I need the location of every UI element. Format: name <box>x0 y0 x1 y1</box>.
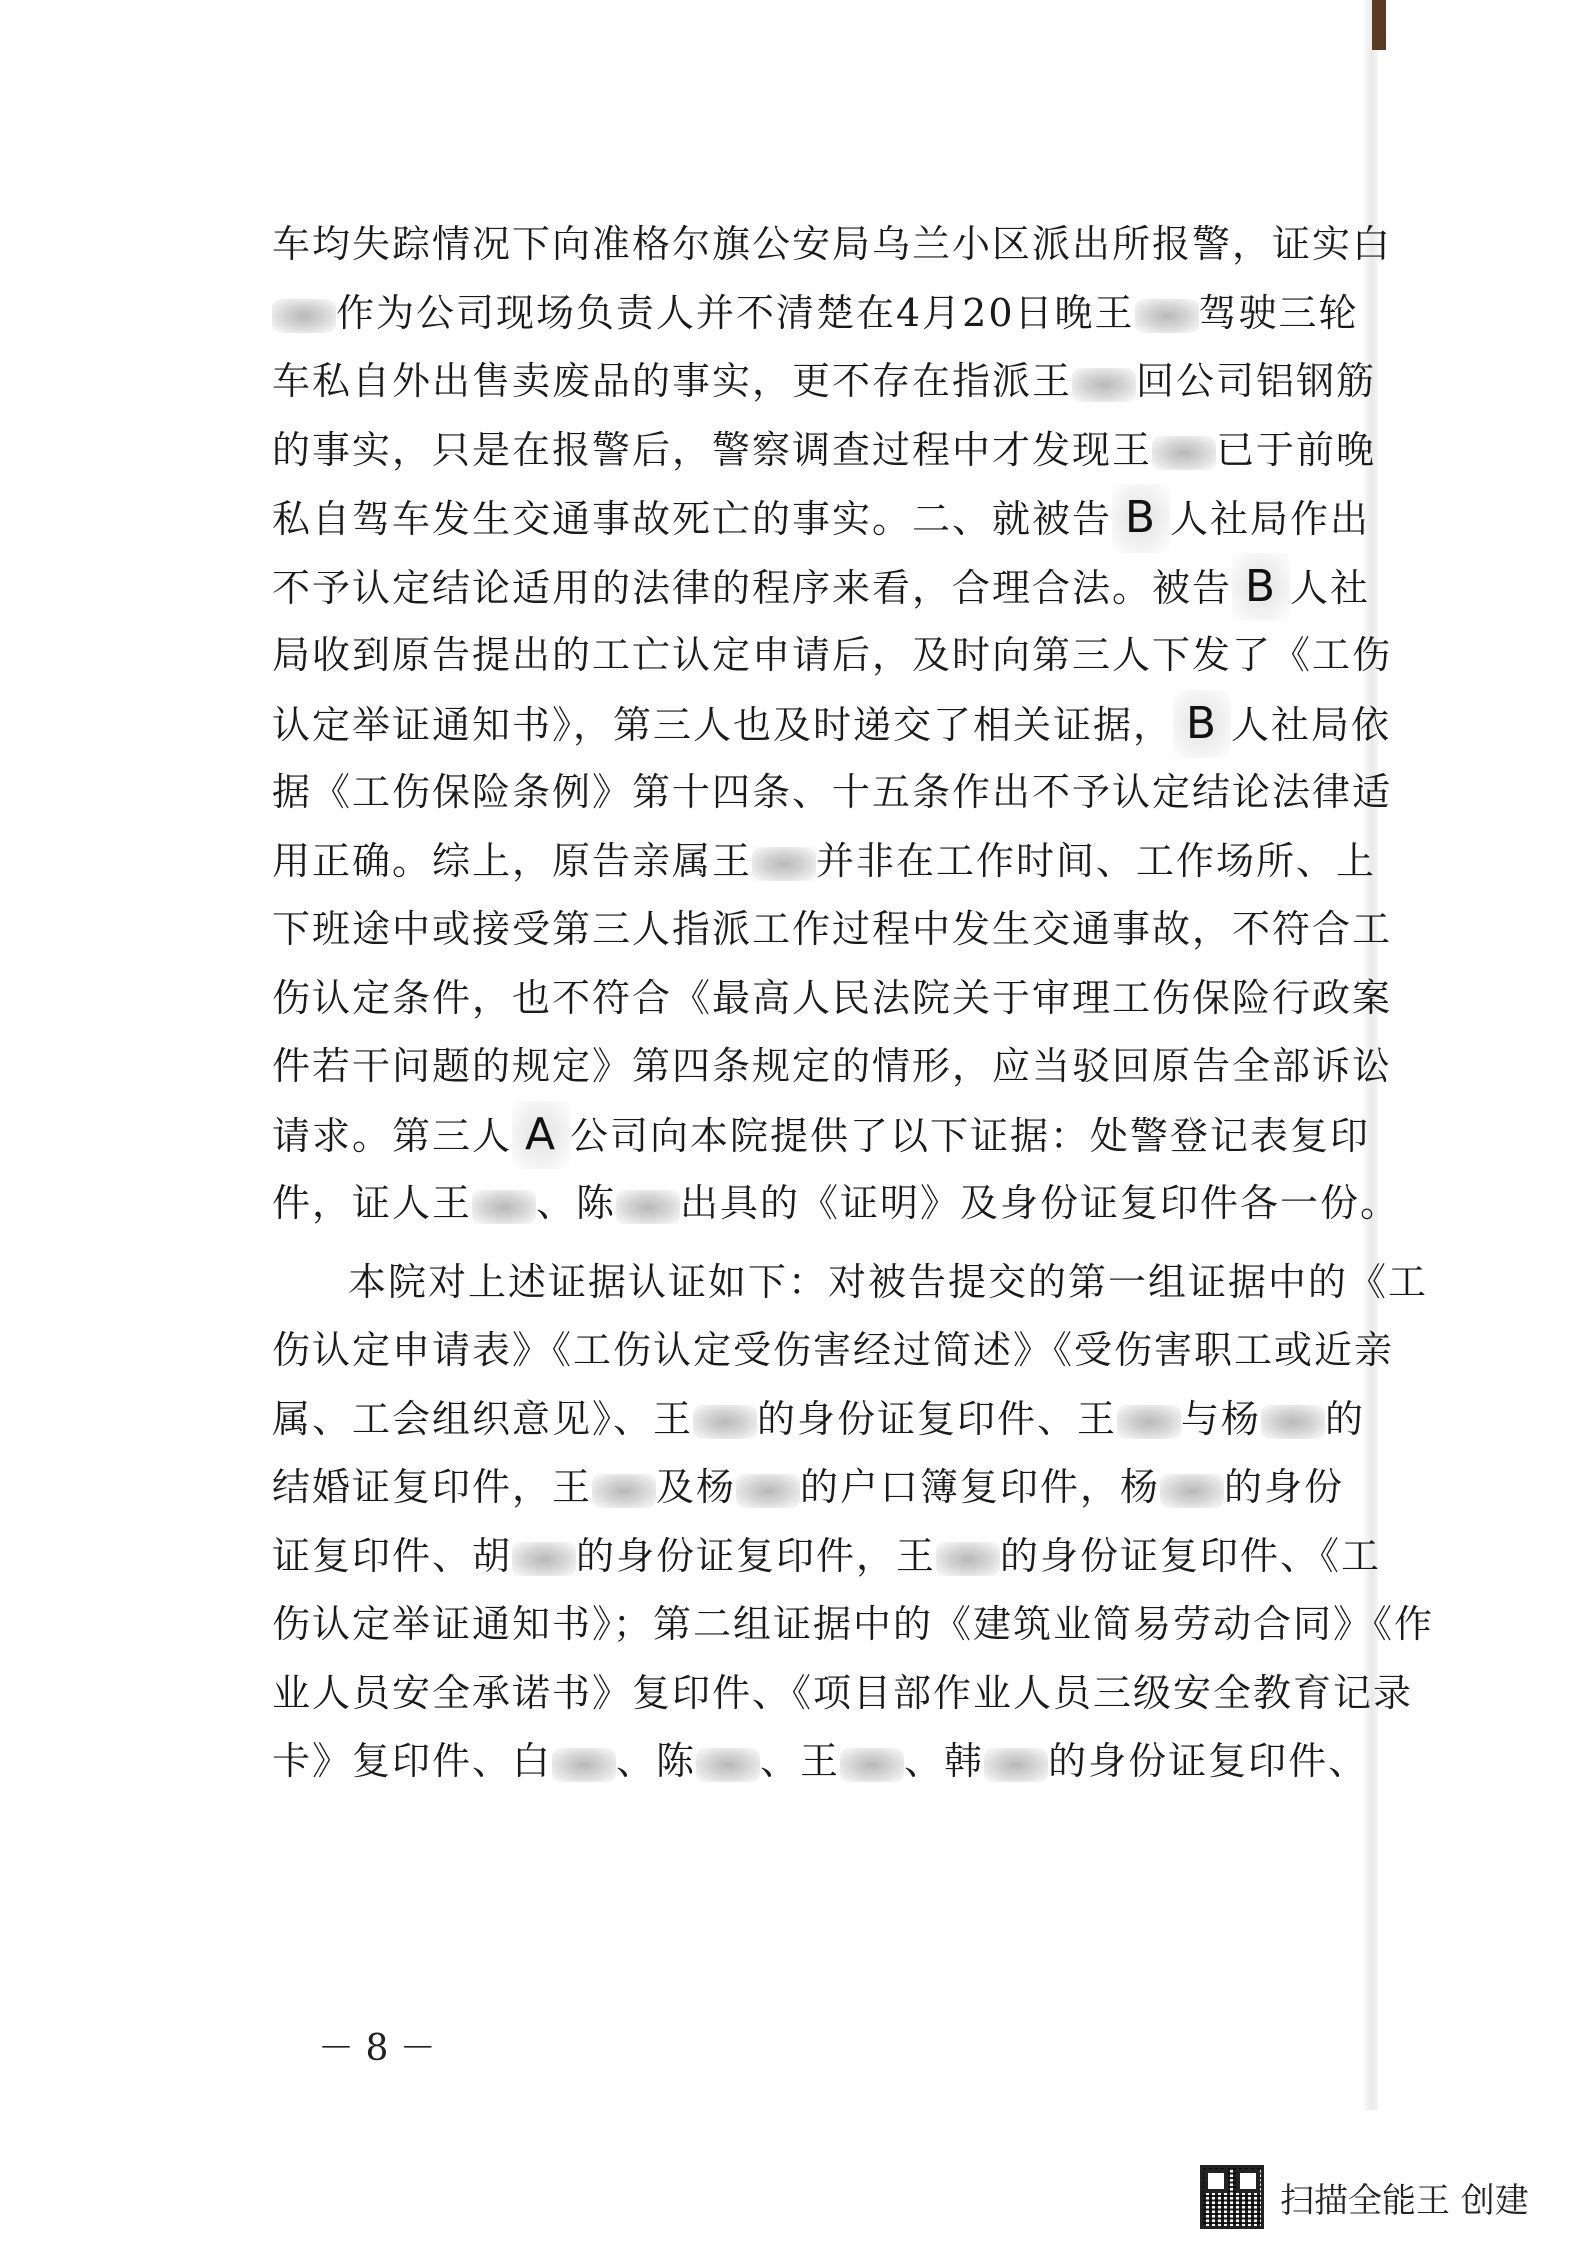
text-segment: 、陈 <box>616 1739 697 1783</box>
document-body <box>272 210 1435 1796</box>
redacted-name <box>693 1405 757 1439</box>
redacted-name <box>272 299 336 333</box>
text-line <box>272 1385 1366 1454</box>
text-segment: 的身份证复印件、 <box>1048 1739 1369 1783</box>
text-segment: 结婚证复印件，王 <box>272 1465 593 1509</box>
text-segment: 件，证人王 <box>272 1181 473 1225</box>
text-line <box>272 1590 1435 1659</box>
text-segment: 已于前晚 <box>1216 427 1377 472</box>
text-segment: 车均失踪情况下向准格尔旗公安局乌兰小区派出所报警，证实白 <box>272 222 1393 266</box>
text-line <box>272 1522 1382 1591</box>
watermark-text: 扫描全能王 创建 <box>1280 2180 1529 2221</box>
redacted-name <box>552 1748 616 1782</box>
redacted-name <box>1160 1474 1224 1508</box>
redacted-name <box>1135 299 1199 333</box>
text-segment: 局收到原告提出的工亡认定申请后，及时向第三人下发了《工伤 <box>272 633 1393 677</box>
text-line <box>272 758 1393 827</box>
text-segment: 、王 <box>760 1739 841 1783</box>
text-segment: 的身份证复印件，王 <box>576 1533 937 1578</box>
text-segment: 公司向本院提供了以下证据：处警登记表复印 <box>570 1113 1371 1158</box>
text-line <box>272 1248 1429 1317</box>
text-segment: 用正确。综上，原告亲属王 <box>272 838 753 883</box>
text-segment: 的 <box>1325 1396 1366 1441</box>
text-segment: 不予认定结论适用的法律的程序来看，合理合法。被告 <box>272 565 1233 610</box>
redacted-name <box>1261 1405 1325 1439</box>
redacted-name <box>616 1190 680 1224</box>
text-line <box>272 484 1371 553</box>
text-segment: 私自驾车发生交通事故死亡的事实。二、就被告 <box>272 497 1113 541</box>
text-segment: 认定举证通知书》，第三人也及时递交了相关证据， <box>272 702 1174 747</box>
text-line <box>272 895 1393 964</box>
text-line <box>272 827 1377 896</box>
text-segment: 伤认定条件，也不符合《最高人民法院关于审理工伤保险行政案 <box>272 975 1393 1020</box>
redacted-name <box>984 1748 1048 1782</box>
text-line <box>272 1316 1395 1385</box>
redacted-name <box>936 1542 1000 1576</box>
text-segment: 车私自外出售卖废品的事实，更不存在指派王 <box>272 359 1073 403</box>
text-segment: 的身份 <box>1224 1465 1345 1509</box>
redaction-label: B <box>1232 553 1290 622</box>
text-segment: 下班途中或接受第三人指派工作过程中发生交通事故，不符合工 <box>272 907 1393 951</box>
text-segment: 证复印件、胡 <box>272 1533 513 1578</box>
redacted-name <box>752 847 816 881</box>
text-line <box>272 1727 1369 1796</box>
text-line <box>272 347 1377 416</box>
text-segment: 人社局作出 <box>1170 497 1371 541</box>
text-segment: 业人员安全承诺书》复印件、《项目部作业人员三级安全教育记录 <box>272 1670 1414 1715</box>
redacted-name <box>512 1542 576 1576</box>
redaction-label: B <box>1112 484 1170 553</box>
text-segment: 与杨 <box>1181 1396 1262 1441</box>
binding-mark <box>1372 0 1386 50</box>
text-line <box>272 1032 1393 1101</box>
text-line <box>272 1101 1371 1170</box>
redacted-name <box>1117 1405 1181 1439</box>
scanner-watermark <box>1200 2162 1560 2232</box>
redacted-name <box>472 1190 536 1224</box>
text-segment: 本院对上述证据认证如下：对被告提交的第一组证据中的《工 <box>348 1259 1429 1304</box>
text-line <box>272 690 1392 759</box>
text-segment: 伤认定申请表》《工伤认定受伤害经过简述》《受伤害职工或近亲 <box>272 1328 1395 1372</box>
text-segment: 的事实，只是在报警后，警察调查过程中才发现王 <box>272 427 1153 472</box>
text-line <box>272 1169 1401 1238</box>
text-line <box>272 1659 1414 1728</box>
text-line <box>272 621 1393 690</box>
text-segment: 作为公司现场负责人并不清楚在4月20日晚王 <box>336 290 1135 335</box>
qr-code-icon <box>1200 2165 1264 2229</box>
redacted-name <box>736 1474 800 1508</box>
page-number: － 8 － <box>318 2028 436 2069</box>
text-segment: 出具的《证明》及身份证复印件各一份。 <box>680 1181 1401 1225</box>
text-line <box>272 964 1393 1033</box>
text-segment: 及杨 <box>656 1465 737 1509</box>
text-segment: 驾驶三轮 <box>1198 290 1359 335</box>
text-segment: 属、工会组织意见》、王 <box>272 1396 694 1441</box>
redacted-name <box>696 1748 760 1782</box>
text-line <box>272 416 1377 485</box>
text-segment: 并非在工作时间、工作场所、上 <box>816 838 1377 883</box>
text-segment: 的身份证复印件、王 <box>757 1396 1118 1441</box>
text-segment: 的户口簿复印件，杨 <box>800 1465 1161 1509</box>
redaction-label: A <box>512 1101 570 1170</box>
text-segment: 人社局依 <box>1231 702 1392 747</box>
text-segment: 、韩 <box>904 1739 985 1783</box>
text-segment: 、陈 <box>536 1181 617 1225</box>
text-line <box>272 279 1362 348</box>
redacted-name <box>840 1748 904 1782</box>
redacted-name <box>1072 368 1136 402</box>
text-line <box>272 210 1393 279</box>
text-line <box>272 1453 1362 1522</box>
text-segment: 卡》复印件、白 <box>272 1739 553 1783</box>
redacted-name <box>592 1474 656 1508</box>
redaction-label: B <box>1173 690 1231 759</box>
text-segment: 请求。第三人 <box>272 1113 513 1158</box>
text-segment: 据《工伤保险条例》第十四条、十五条作出不予认定结论法律适 <box>272 770 1393 814</box>
text-segment: 回公司铝钢筋 <box>1136 359 1377 403</box>
text-segment: 人社 <box>1290 565 1371 610</box>
redacted-name <box>1152 436 1216 470</box>
text-line <box>272 553 1371 622</box>
text-segment: 伤认定举证通知书》；第二组证据中的《建筑业简易劳动合同》《作 <box>272 1602 1435 1646</box>
text-segment: 的身份证复印件、《工 <box>1000 1533 1382 1578</box>
text-segment: 件若干问题的规定》第四条规定的情形，应当驳回原告全部诉讼 <box>272 1044 1393 1088</box>
